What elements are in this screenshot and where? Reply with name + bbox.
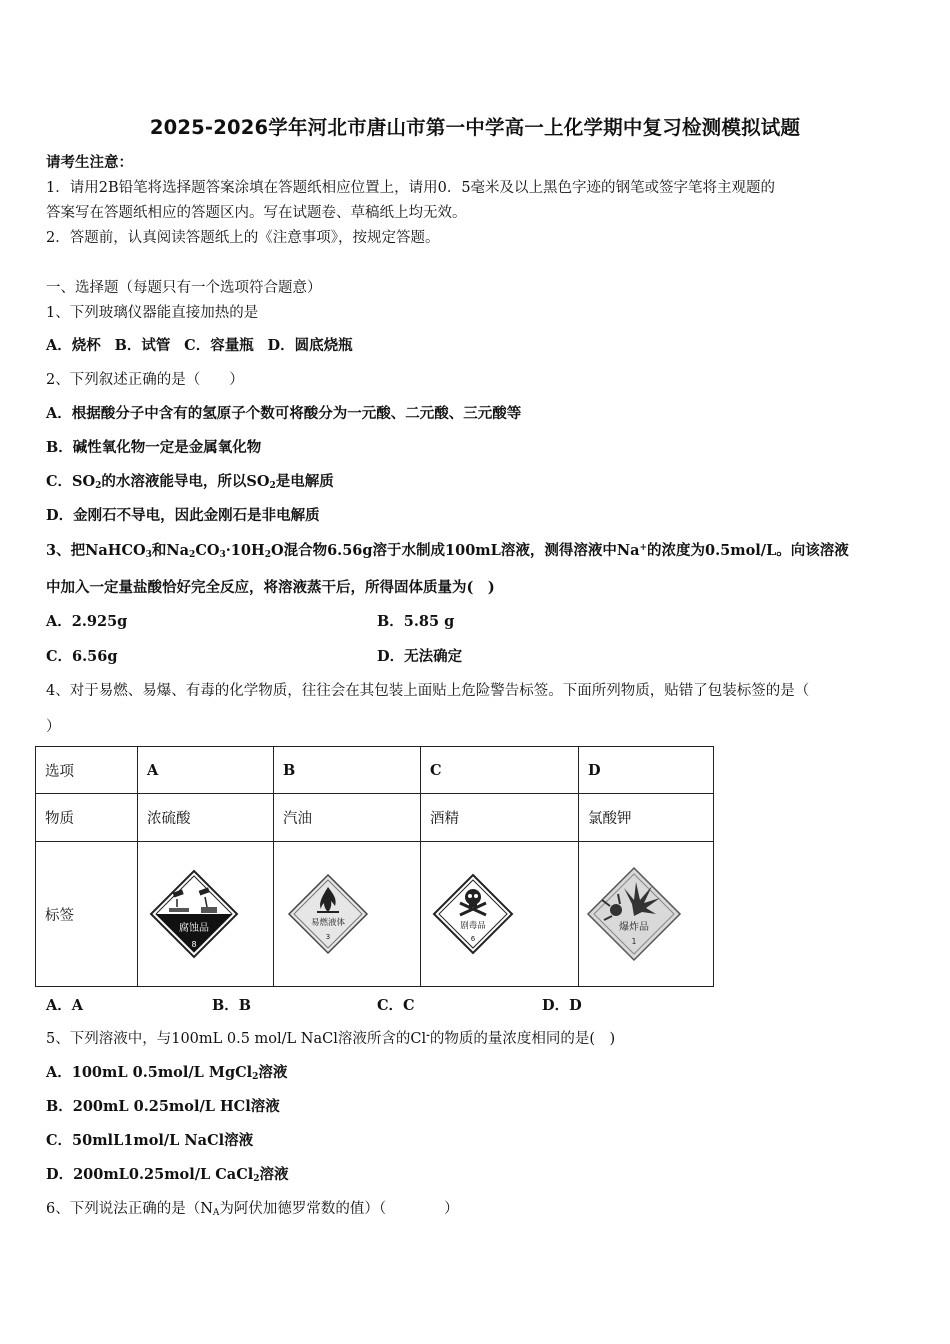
table-cell: B bbox=[274, 747, 421, 794]
table-row bbox=[36, 842, 714, 987]
table-cell: 酒精 bbox=[421, 794, 579, 842]
q5-option-a bbox=[46, 1061, 287, 1082]
page-title: 2025-2026学年河北市唐山市第一中学高一上化学期中复习检测模拟试题 bbox=[149, 116, 801, 139]
q4-option-c: C．C bbox=[377, 997, 415, 1014]
table-cell: 浓硫酸 bbox=[138, 794, 274, 842]
q5-a-text-1: A．100mL 0.5mol/L MgCl bbox=[46, 1064, 253, 1081]
notice-heading: 请考生注意： bbox=[46, 154, 133, 171]
q3-sub-2: 2 bbox=[189, 550, 196, 560]
explosive-sign-number: 1 bbox=[631, 937, 637, 946]
q1-option-c: C．容量瓶 bbox=[184, 337, 254, 354]
q3-stem-line-2: 中加入一定量盐酸恰好完全反应，将溶液蒸干后，所得固体质量为( ) bbox=[46, 579, 495, 596]
q3-option-c: C．6.56g bbox=[46, 648, 118, 665]
q3-option-b: B．5.85 g bbox=[377, 613, 455, 630]
table-cell bbox=[421, 842, 579, 987]
table-cell: C bbox=[421, 747, 579, 794]
q2-c-sub-2: 2 bbox=[269, 481, 276, 491]
flammable-liquid-sign-text: 易燃液体 bbox=[310, 918, 346, 928]
q5-option-c: C．50mlL1mol/L NaCl溶液 bbox=[46, 1132, 254, 1149]
q2-option-b: B．碱性氧化物一定是金属氧化物 bbox=[46, 439, 262, 456]
q6-stem bbox=[46, 1197, 459, 1218]
explosive-sign-icon bbox=[586, 866, 682, 962]
q5-option-d bbox=[46, 1163, 289, 1184]
q2-option-d: D．金刚石不导电，因此金刚石是非电解质 bbox=[46, 507, 320, 524]
q1-stem: 1、下列玻璃仪器能直接加热的是 bbox=[46, 305, 259, 321]
q1-options bbox=[46, 334, 353, 355]
q4-option-a: A．A bbox=[46, 997, 84, 1014]
table-cell: 标签 bbox=[36, 842, 138, 987]
toxic-sign-icon bbox=[432, 873, 514, 955]
q3-text-5: O混合物6.56g溶于水制成100mL溶液，测得溶液中Na bbox=[270, 542, 640, 559]
q5-stem-text-1: 5、下列溶液中，与100mL 0.5 mol/L NaCl溶液所含的Cl bbox=[46, 1031, 427, 1047]
q3-text-1: 3、把NaHCO bbox=[46, 542, 146, 559]
q2-option-c bbox=[46, 470, 334, 491]
q3-sub-3: 3 bbox=[219, 550, 226, 560]
q4-option-d: D．D bbox=[542, 997, 582, 1014]
table-cell: 选项 bbox=[36, 747, 138, 794]
q5-d-text-1: D．200mL0.25mol/L CaCl bbox=[46, 1166, 254, 1183]
explosive-sign-text: 爆炸品 bbox=[619, 922, 649, 933]
q5-d-sub: 2 bbox=[253, 1174, 260, 1184]
table-cell: 氯酸钾 bbox=[579, 794, 714, 842]
q5-stem-sup: - bbox=[426, 1031, 430, 1041]
q5-stem-text-2: 的物质的量浓度相同的是( ) bbox=[429, 1031, 616, 1047]
q6-stem-text-1: 6、下列说法正确的是（N bbox=[46, 1201, 213, 1217]
q6-stem-sub: A bbox=[212, 1208, 220, 1218]
q1-option-d: D．圆底烧瓶 bbox=[267, 337, 353, 354]
q2-stem: 2、下列叙述正确的是（ ） bbox=[46, 372, 244, 388]
table-cell: 汽油 bbox=[274, 794, 421, 842]
q5-a-sub: 2 bbox=[252, 1072, 259, 1082]
q3-sub-4: 2 bbox=[264, 550, 271, 560]
q3-text-2: 和Na bbox=[151, 542, 190, 559]
table-cell bbox=[579, 842, 714, 987]
q3-option-a: A．2.925g bbox=[46, 613, 128, 630]
q4-option-b: B．B bbox=[212, 997, 252, 1014]
q2-c-sub-1: 2 bbox=[95, 481, 102, 491]
q2-option-a: A．根据酸分子中含有的氢原子个数可将酸分为一元酸、二元酸、三元酸等 bbox=[46, 405, 522, 422]
section-heading: 一、选择题（每题只有一个选项符合题意） bbox=[46, 280, 322, 296]
table-cell bbox=[274, 842, 421, 987]
q2-c-text-3: 是电解质 bbox=[275, 473, 334, 490]
table-cell: D bbox=[579, 747, 714, 794]
q4-stem-line-2: ） bbox=[46, 719, 61, 735]
q2-c-text-2: 的水溶液能导电，所以SO bbox=[101, 473, 270, 490]
flammable-liquid-sign-number: 3 bbox=[325, 933, 331, 941]
notice-line-2: 答案写在答题纸相应的答题区内。写在试题卷、草稿纸上均无效。 bbox=[46, 205, 467, 221]
corrosive-sign-text: 腐蚀品 bbox=[179, 923, 209, 934]
q3-text-4: ·10H bbox=[225, 542, 265, 559]
q3-option-d: D．无法确定 bbox=[377, 648, 463, 665]
q6-stem-text-2: 为阿伏加德罗常数的值）（ ） bbox=[219, 1201, 459, 1217]
q5-option-b: B．200mL 0.25mol/L HCl溶液 bbox=[46, 1098, 280, 1115]
q2-c-text-1: C．SO bbox=[46, 473, 96, 490]
q3-stem-line-1 bbox=[46, 539, 849, 560]
table-cell bbox=[138, 842, 274, 987]
table-cell: A bbox=[138, 747, 274, 794]
corrosive-sign-number: 8 bbox=[191, 940, 197, 949]
q4-stem-line-1: 4、对于易燃、易爆、有毒的化学物质，往往会在其包装上面贴上危险警告标签。下面所列物质，贴错了包装标签的是（ bbox=[46, 683, 810, 699]
q3-sup-1: + bbox=[639, 543, 648, 553]
table-cell: 物质 bbox=[36, 794, 138, 842]
q3-sub-1: 3 bbox=[145, 550, 152, 560]
q3-text-6: 的浓度为0.5mol/L。向该溶液 bbox=[647, 542, 849, 559]
table-row bbox=[36, 747, 714, 794]
table-row bbox=[36, 794, 714, 842]
q3-text-3: CO bbox=[195, 542, 220, 559]
q5-a-text-2: 溶液 bbox=[258, 1064, 288, 1081]
q5-d-text-2: 溶液 bbox=[259, 1166, 289, 1183]
flammable-liquid-sign-icon bbox=[287, 873, 369, 955]
q1-option-b: B．试管 bbox=[114, 337, 171, 354]
hazard-label-table bbox=[35, 746, 714, 987]
toxic-sign-text: 剧毒品 bbox=[460, 921, 486, 931]
notice-line-3: 2．答题前，认真阅读答题纸上的《注意事项》，按规定答题。 bbox=[46, 230, 440, 246]
toxic-sign-number: 6 bbox=[470, 935, 476, 943]
corrosive-sign-icon bbox=[149, 869, 239, 959]
notice-line-1: 1．请用2B铅笔将选择题答案涂填在答题纸相应位置上，请用0．5毫米及以上黑色字迹的钢笔或签字笔将主观题的 bbox=[46, 180, 776, 196]
q1-option-a: A．烧杯 bbox=[46, 337, 101, 354]
q5-stem bbox=[46, 1027, 615, 1048]
